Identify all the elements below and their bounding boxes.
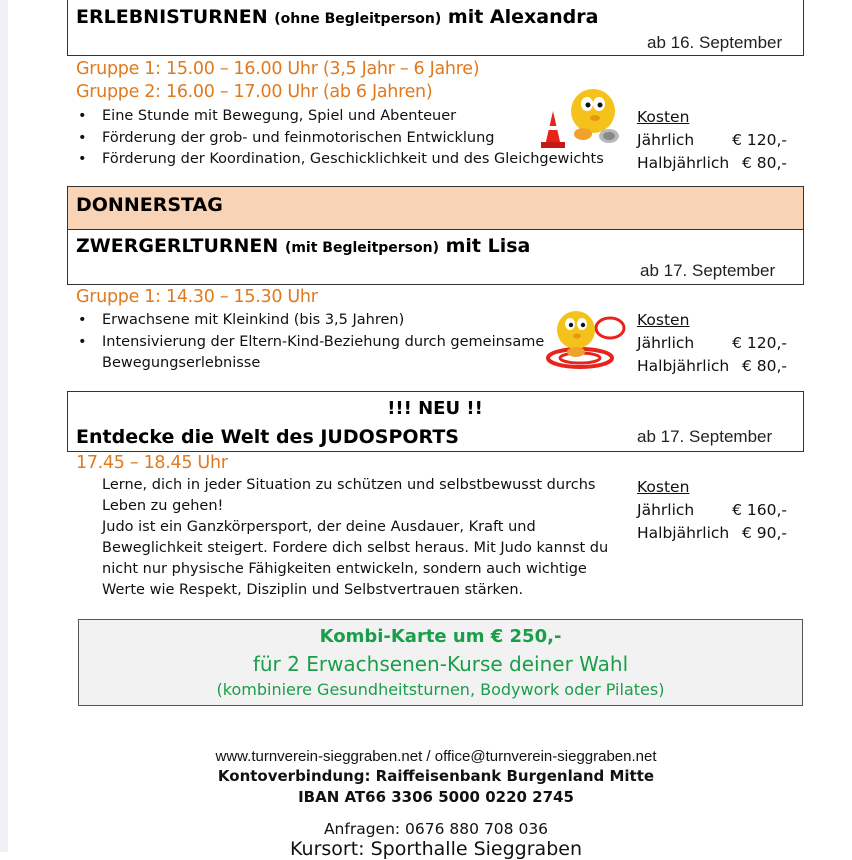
kosten-row-jaehrlich: Jährlich € 160,- (637, 501, 787, 519)
zwerg-group-1: Gruppe 1: 14.30 – 15.30 Uhr (76, 287, 318, 307)
kosten-row-halbjaehrlich: Halbjährlich € 90,- (637, 524, 787, 542)
kosten-row-jaehrlich: Jährlich € 120,- (637, 334, 787, 352)
list-item: • Förderung der Koordination, Geschicklichkeit und des Gleichgewichts (76, 149, 604, 171)
judo-date: ab 17. September (637, 427, 773, 446)
erlebnis-bullet-list (76, 106, 604, 171)
list-item: • Intensivierung der Eltern-Kind-Beziehung durch gemeinsame Bewegungserlebnisse (76, 332, 546, 375)
zwergerlturnen-title: ZWERGERLTURNEN (mit Begleitperson) mit Lisa (76, 235, 531, 257)
kombi-karte-box (78, 619, 803, 706)
kombi-subtitle: für 2 Erwachsenen-Kurse deiner Wahl (252, 652, 629, 676)
page-left-edge (0, 0, 8, 852)
judo-title: Entdecke die Welt des JUDOSPORTS (76, 426, 459, 448)
donnerstag-label: DONNERSTAG (76, 194, 223, 216)
footer-kursort: Kursort: Sporthalle Sieggraben (290, 838, 582, 860)
erlebnis-group-1: Gruppe 1: 15.00 – 16.00 Uhr (3,5 Jahr – 6 Jahre) (76, 59, 480, 79)
list-item: • Eine Stunde mit Bewegung, Spiel und Abenteuer (76, 106, 604, 128)
kosten-heading: Kosten (637, 311, 690, 329)
ball-mascot-rings-illustration (540, 306, 628, 372)
kombi-note: (kombiniere Gesundheitsturnen, Bodywork oder Pilates) (216, 680, 665, 699)
footer-iban: IBAN AT66 3306 5000 0220 2745 (298, 788, 574, 806)
kosten-row-halbjaehrlich: Halbjährlich € 80,- (637, 154, 787, 172)
erlebnisturnen-title: ERLEBNISTURNEN (ohne Begleitperson) mit Alexandra (76, 6, 599, 28)
kombi-title: Kombi-Karte um € 250,- (319, 626, 562, 647)
ball-mascot-cone-illustration (535, 76, 625, 151)
kosten-heading: Kosten (637, 478, 690, 496)
footer-bank: Kontoverbindung: Raiffeisenbank Burgenland Mitte (217, 767, 655, 785)
erlebnisturnen-date: ab 16. September (647, 33, 783, 52)
judo-text-intro: Lerne, dich in jeder Situation zu schützen und selbstbewusst durchs Leben zu gehen! (102, 477, 596, 514)
footer-anfragen: Anfragen: 0676 880 708 036 (323, 820, 549, 838)
zwerg-bullet-list (76, 310, 546, 375)
erlebnis-kosten (637, 106, 787, 175)
kosten-row-jaehrlich: Jährlich € 120,- (637, 131, 787, 149)
footer-web-email: www.turnverein-sieggraben.net / office@turnverein-sieggraben.net (215, 748, 657, 765)
judo-neu-label: !!! NEU !! (387, 398, 483, 419)
judo-text-body: Judo ist ein Ganzkörpersport, der deine Ausdauer, Kraft und Beweglichkeit steigert. Fordere dich selbst heraus. Mit Judo kannst du nicht nur physische Fähigkeiten entwickeln, sondern auch wichtige Werte wie Respekt, Disziplin und Selbstvertrauen stärken. (102, 519, 609, 598)
judo-kosten (637, 476, 787, 545)
kosten-heading: Kosten (637, 108, 690, 126)
list-item: • Förderung der grob- und feinmotorischen Entwicklung (76, 128, 604, 150)
list-item: • Erwachsene mit Kleinkind (bis 3,5 Jahren) (76, 310, 546, 332)
judo-time: 17.45 – 18.45 Uhr (76, 453, 228, 473)
zwergerlturnen-date: ab 17. September (640, 261, 776, 280)
erlebnis-group-2: Gruppe 2: 16.00 – 17.00 Uhr (ab 6 Jahren) (76, 82, 433, 102)
zwerg-kosten (637, 309, 787, 378)
kosten-row-halbjaehrlich: Halbjährlich € 80,- (637, 357, 787, 375)
